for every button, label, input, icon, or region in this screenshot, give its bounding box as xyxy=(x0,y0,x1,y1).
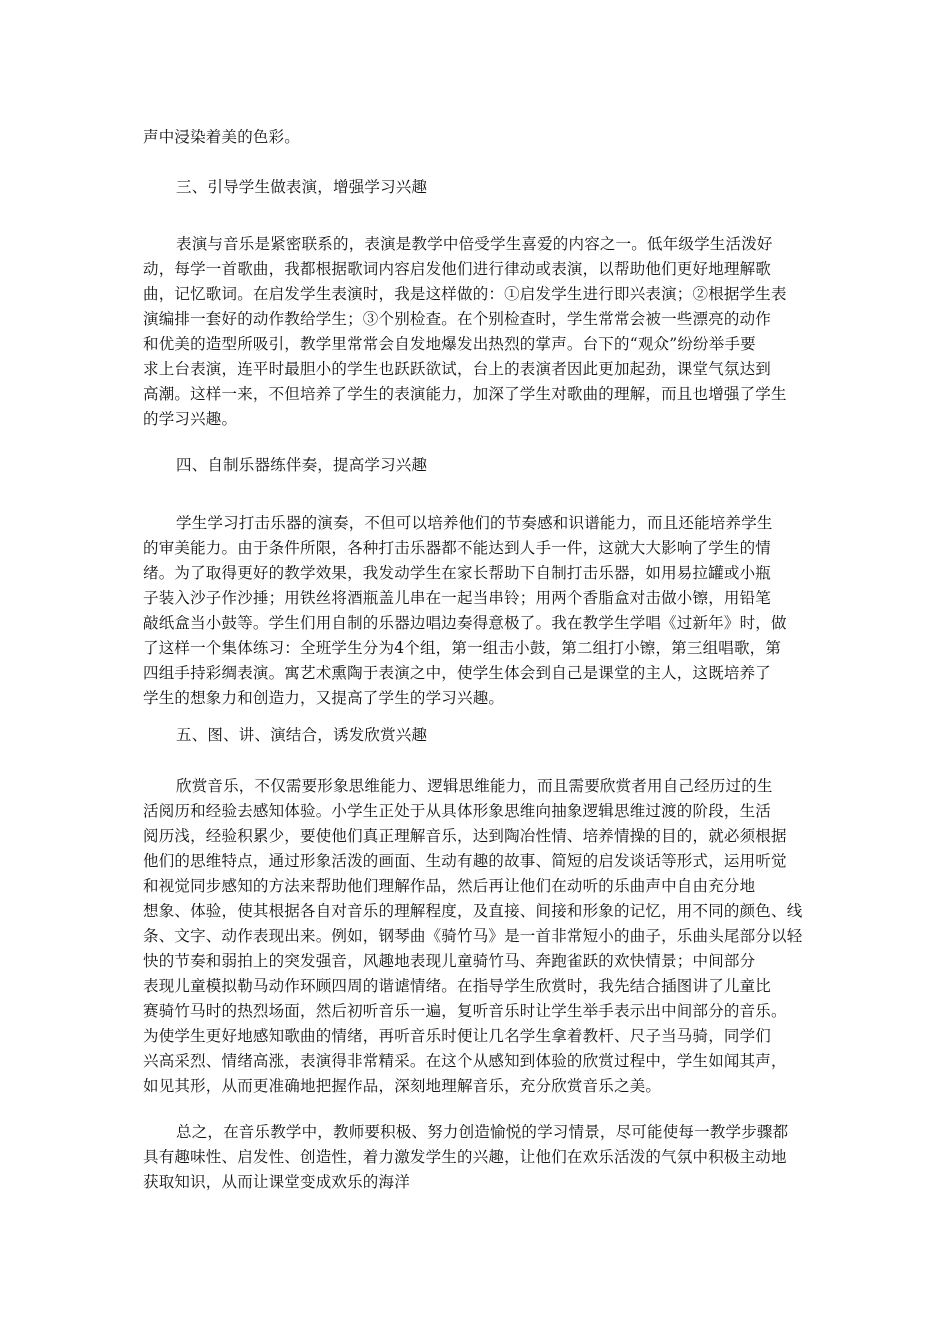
text-line: 的审美能力。由于条件所限，各种打击乐器都不能达到人手一件，这就大大影响了学生的情 xyxy=(143,539,772,557)
text-line: 活阅历和经验去感知体验。小学生正处于从具体形象思维向抽象逻辑思维过渡的阶段，生活 xyxy=(143,802,772,820)
paragraph-section-4 xyxy=(143,511,811,711)
text-line: 和视觉同步感知的方法来帮助他们理解作品，然后再让他们在动听的乐曲声中自由充分地 xyxy=(143,877,756,895)
text-line: 快的节奏和弱拍上的突发强音，风趣地表现儿童骑竹马、奔跑雀跃的欢快情景；中间部分 xyxy=(143,952,756,970)
paragraph-section-5 xyxy=(143,774,811,1099)
text-line: 表现儿童模拟勒马动作环顾四周的谐谑情绪。在指导学生欣赏时，我先结合插图讲了儿童比 xyxy=(143,977,772,995)
text-line: 想象、体验，使其根据各自对音乐的理解程度，及直接、间接和形象的记忆，用不同的颜色、线 xyxy=(143,902,803,920)
text-line: 他们的思维特点，通过形象活泼的画面、生动有趣的故事、简短的启发谈话等形式，运用听觉 xyxy=(143,852,787,870)
text-line: 高潮。这样一来，不但培养了学生的表演能力，加深了学生对歌曲的理解，而且也增强了学生 xyxy=(143,385,787,403)
paragraph-fragment xyxy=(143,125,811,150)
text-line: 兴高采烈、情绪高涨，表演得非常精采。在这个从感知到体验的欣赏过程中，学生如闻其声， xyxy=(143,1052,787,1070)
text-line: 了这样一个集体练习：全班学生分为4个组，第一组击小鼓，第二组打小镲，第三组唱歌，第 xyxy=(143,639,782,657)
section-heading-4: 四、自制乐器练伴奏，提高学习兴趣 xyxy=(176,456,428,474)
text-line: 学生学习打击乐器的演奏，不但可以培养他们的节奏感和识谱能力，而且还能培养学生 xyxy=(176,514,773,532)
text-line: 动，每学一首歌曲，我都根据歌词内容启发他们进行律动或表演，以帮助他们更好地理解歌 xyxy=(143,260,772,278)
text-line: 的学习兴趣。 xyxy=(143,410,238,428)
text-line: 学生的想象力和创造力，又提高了学生的学习兴趣。 xyxy=(143,689,505,707)
section-heading-5: 五、图、讲、演结合，诱发欣赏兴趣 xyxy=(176,726,428,744)
text-line: 具有趣味性、启发性、创造性，着力激发学生的兴趣，让他们在欢乐活泼的气氛中积极主动地 xyxy=(143,1148,787,1166)
text-line: 总之，在音乐教学中，教师要积极、努力创造愉悦的学习情景，尽可能使每一教学步骤都 xyxy=(176,1123,789,1141)
text-line: 获取知识，从而让课堂变成欢乐的海洋 xyxy=(143,1173,410,1191)
text-line: 赛骑竹马时的热烈场面，然后初听音乐一遍，复听音乐时让学生举手表示出中间部分的音乐。 xyxy=(143,1002,787,1020)
paragraph-section-3 xyxy=(143,232,811,432)
text-line: 演编排一套好的动作教给学生；③个别检查。在个别检查时，学生常常会被一些漂亮的动作 xyxy=(143,310,772,328)
text-line: 敲纸盒当小鼓等。学生们用自制的乐器边唱边奏得意极了。我在教学生学唱《过新年》时，做 xyxy=(143,614,787,632)
text-line: 为使学生更好地感知歌曲的情绪，再听音乐时便让几名学生拿着教杆、尺子当马骑，同学们 xyxy=(143,1027,772,1045)
text-line: 曲，记忆歌词。在启发学生表演时，我是这样做的：①启发学生进行即兴表演；②根据学生表 xyxy=(143,285,787,303)
paragraph-conclusion xyxy=(143,1120,811,1195)
text-line: 求上台表演，连平时最胆小的学生也跃跃欲试，台上的表演者因此更加起劲，课堂气氛达到 xyxy=(143,360,772,378)
text-line: 四组手持彩绸表演。寓艺术熏陶于表演之中，使学生体会到自己是课堂的主人，这既培养了 xyxy=(143,664,772,682)
text-line: 阅历浅，经验积累少，要使他们真正理解音乐，达到陶冶性情、培养情操的目的，就必须根据 xyxy=(143,827,787,845)
text-line: 绪。为了取得更好的教学效果，我发动学生在家长帮助下自制打击乐器，如用易拉罐或小瓶 xyxy=(143,564,772,582)
text-line: 表演与音乐是紧密联系的，表演是教学中倍受学生喜爱的内容之一。低年级学生活泼好 xyxy=(176,235,773,253)
text-line: 子装入沙子作沙捶；用铁丝将酒瓶盖儿串在一起当串铃；用两个香脂盒对击做小镲，用铅笔 xyxy=(143,589,772,607)
text-line: 欣赏音乐，不仅需要形象思维能力、逻辑思维能力，而且需要欣赏者用自己经历过的生 xyxy=(176,777,773,795)
text-line: 如见其形，从而更准确地把握作品，深刻地理解音乐，充分欣赏音乐之美。 xyxy=(143,1077,662,1095)
text-line: 条、文字、动作表现出来。例如，钢琴曲《骑竹马》是一首非常短小的曲子，乐曲头尾部分以轻 xyxy=(143,927,803,945)
text-line: 和优美的造型所吸引，教学里常常会自发地爆发出热烈的掌声。台下的“观众”纷纷举手要 xyxy=(143,335,756,353)
text-line: 声中浸染着美的色彩。 xyxy=(143,128,301,146)
section-heading-3: 三、引导学生做表演，增强学习兴趣 xyxy=(176,178,428,196)
